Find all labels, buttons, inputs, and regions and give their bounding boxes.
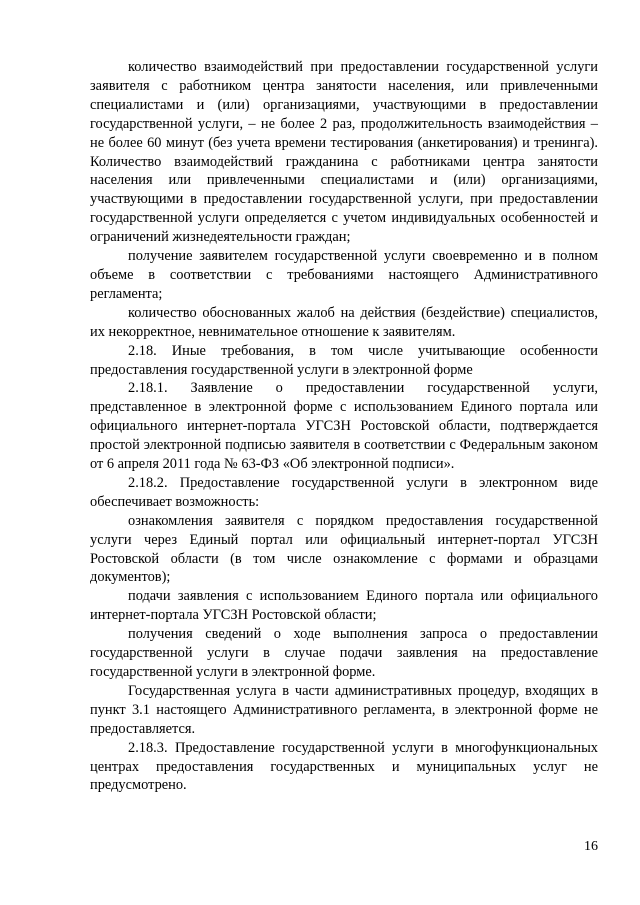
list-item-status-info: получения сведений о ходе выполнения запроса о предоставлении государственной услуги в случае подачи заявления на предоставление государственной услуги в электронной форме. [90,626,598,680]
paragraph-2-18-2: 2.18.2. Предоставление государственной услуги в электронном виде обеспечивает возможность: [90,474,598,510]
paragraph-not-electronic: Государственная услуга в части административных процедур, входящих в пункт 3.1 настоящего Административного регламента, в электронной форме не предоставляется. [90,682,598,737]
list-item-familiarization: ознакомления заявителя с порядком предоставления государственной услуги через Единый портал или официальный интернет-портал УГСЗН Ростовской области (в том числе ознакомление с формами и образцами документов); [90,512,598,586]
page-number: 16 [584,839,598,854]
list-item-application: подачи заявления с использованием Единого портала или официального интернет-портала УГСЗН Ростовской области; [90,588,598,624]
document-body [90,58,598,795]
section-heading-2-18: 2.18. Иные требования, в том числе учитывающие особенности предоставления государственной услуги в электронной форме [90,342,598,378]
paragraph-timely-service: получение заявителем государственной услуги своевременно и в полном объеме в соответствии с требованиями настоящего Административного регламента; [90,248,598,302]
paragraph-2-18-1: 2.18.1. Заявление о предоставлении государственной услуги, представленное в электронной форме с использованием Единого портала или официального интернет-портала УГСЗН Ростовской области, подтверждается простой электронной подписью заявителя в соответствии с Федеральным законом от 6 апреля 2011 года № 63-ФЗ «Об электронной подписи». [90,380,598,473]
paragraph-interaction-count: количество взаимодействий при предоставлении государственной услуги заявителя с работником центра занятости населения, или привлеченными специалистами и (или) организациями, участвующими в предоставлении государственной услуги, – не более 2 раз, продолжительность взаимодействия – не более 60 минут (без учета времени тестирования (анкетирования) и тренинга). Количество взаимодействий гражданина с работниками центра занятости населения или привлеченными специалистами и (или) организациями, участвующими в предоставлении государственной услуги, при предоставлении государственной услуги определяется с учетом индивидуальных особенностей и ограничений жизнедеятельности граждан; [90,59,598,246]
paragraph-complaints-count: количество обоснованных жалоб на действия (бездействие) специалистов, их некорректное, невнимательное отношение к заявителям. [90,304,598,340]
paragraph-2-18-3: 2.18.3. Предоставление государственной услуги в многофункциональных центрах предоставления государственных и муниципальных услуг не предусмотрено. [90,739,598,794]
